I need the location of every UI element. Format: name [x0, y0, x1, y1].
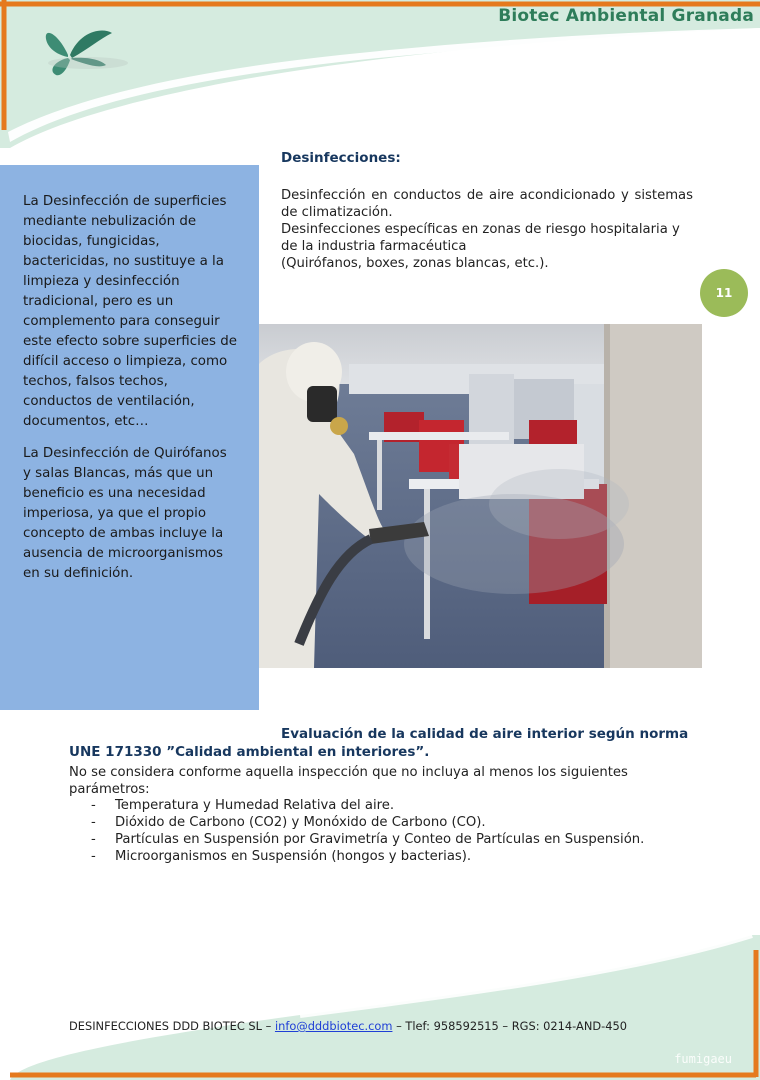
- list-item: [69, 831, 709, 848]
- brand-title: Biotec Ambiental Granada: [498, 6, 754, 26]
- desinfecciones-line-2: Desinfecciones específicas en zonas de riesgo hospitalaria y de la industria farmacéutica: [281, 222, 680, 254]
- footer-email-link[interactable]: info@dddbiotec.com: [274, 1019, 393, 1033]
- bullet-dash: -: [91, 798, 96, 813]
- footer-contact: [69, 1019, 627, 1033]
- list-item: [69, 848, 709, 865]
- bullet-dash: -: [91, 832, 96, 847]
- footer-phone-rgs: – Tlef: 958592515 – RGS: 0214-AND-450: [392, 1019, 627, 1033]
- footer-decoration: [0, 930, 760, 1080]
- disinfection-photo: [259, 324, 702, 668]
- bullet-dash: -: [91, 849, 96, 864]
- desinfecciones-line-3: (Quirófanos, boxes, zonas blancas, etc.).: [281, 256, 549, 271]
- side-paragraph-2: La Desinfección de Quirófanos y salas Blancas, más que un beneficio es una necesidad imperiosa, ya que el propio concepto de ambas incluye la ausencia de microorganismos en su definición.: [23, 446, 227, 581]
- parameters-list: [69, 797, 709, 865]
- list-item-text: Partículas en Suspensión por Gravimetría y Conteo de Partículas en Suspensión.: [115, 832, 645, 847]
- evaluation-subtitle: UNE 171330 ”Calidad ambiental en interiores”.: [69, 744, 430, 760]
- butterfly-icon: [40, 25, 132, 80]
- desinfecciones-line-1: Desinfección en conductos de aire acondicionado y sistemas de climatización.: [281, 188, 693, 220]
- desinfecciones-body: [281, 187, 693, 272]
- evaluation-title: Evaluación de la calidad de aire interior según norma: [281, 726, 689, 742]
- list-item-text: Temperatura y Humedad Relativa del aire.: [115, 798, 395, 813]
- list-item-text: Microorganismos en Suspensión (hongos y bacterias).: [115, 849, 472, 864]
- side-panel: [0, 165, 259, 710]
- list-item-text: Dióxido de Carbono (CO2) y Monóxido de Carbono (CO).: [115, 815, 486, 830]
- side-paragraph-1: La Desinfección de superficies mediante nebulización de biocidas, fungicidas, bactericidas, no sustituye a la limpieza y desinfección tradicional, pero es un complemento para conseguir este efecto sobre superficies de difícil acceso o limpieza, como techos, falsos techos, conductos de ventilación, documentos, etc…: [23, 194, 238, 429]
- watermark-text: fumigaeu: [674, 1052, 732, 1066]
- bullet-dash: -: [91, 815, 96, 830]
- footer-company: DESINFECCIONES DDD BIOTEC SL –: [69, 1019, 275, 1033]
- list-item: [69, 797, 709, 814]
- evaluation-intro: No se considera conforme aquella inspección que no incluya al menos los siguientes parámetros:: [69, 765, 628, 797]
- list-item: [69, 814, 709, 831]
- desinfecciones-title: Desinfecciones:: [281, 150, 401, 166]
- page-number-badge: 11: [700, 269, 748, 317]
